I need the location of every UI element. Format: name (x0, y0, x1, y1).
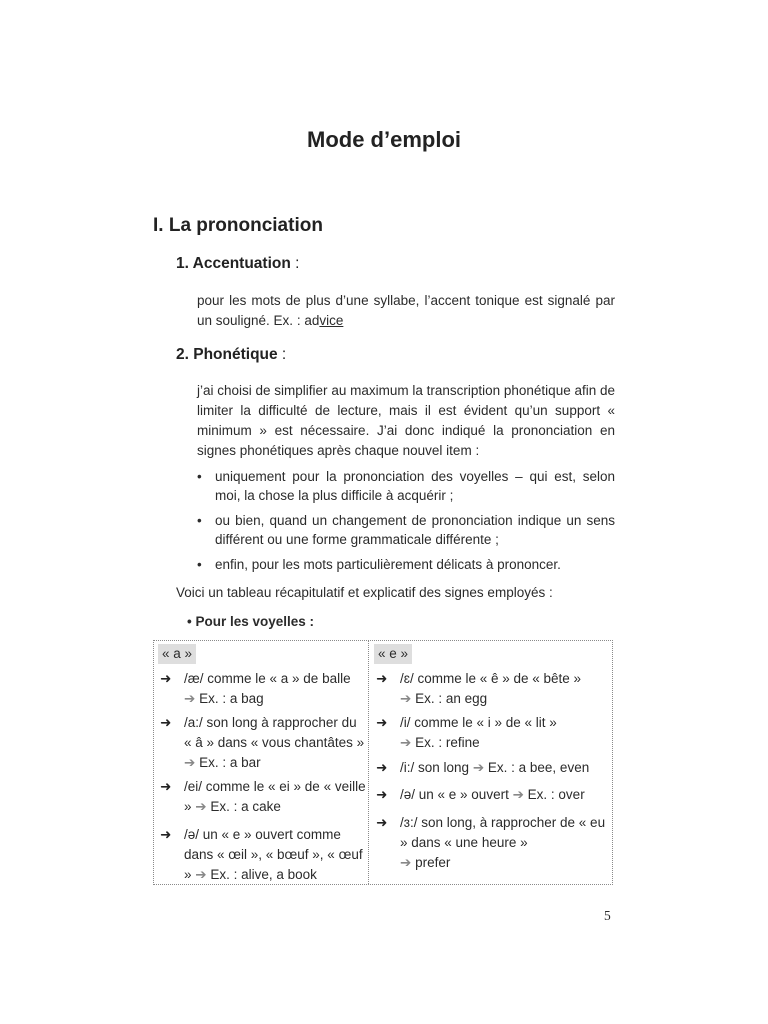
underlined-syllable: vice (319, 313, 344, 328)
table-entry (160, 777, 366, 817)
list-item-text: ou bien, quand un changement de prononciation indique un sens différent ou une forme grammaticale différente ; (215, 513, 615, 547)
subheading-phonetique-label: 2. Phonétique (176, 346, 278, 363)
list-item-text: enfin, pour les mots particulièrement délicats à prononcer. (215, 557, 561, 572)
entry-text-main: /i:/ son long (400, 760, 470, 775)
table-entry (376, 669, 610, 709)
subheading-phonetique-colon: : (277, 346, 287, 363)
table-entry (160, 825, 366, 885)
table-entry (160, 669, 366, 709)
entry-text (400, 785, 610, 805)
small-arrow-icon: ➔ (472, 760, 485, 775)
vowel-tag-e: « e » (374, 644, 412, 664)
entry-example (184, 689, 366, 709)
small-arrow-icon: ➔ (184, 755, 196, 770)
arrow-icon: ➜ (160, 715, 172, 730)
list-item (197, 511, 615, 549)
entry-text-main: /a:/ son long à rapprocher du « â » dans « vous chantâtes » (184, 715, 365, 750)
example-text: Ex. : refine (415, 735, 480, 750)
example-text: Ex. : over (527, 787, 585, 802)
summary-line: Voici un tableau récapitulatif et explicatif des signes employés : (176, 585, 553, 600)
column-divider (368, 641, 369, 884)
small-arrow-icon: ➔ (195, 867, 207, 882)
small-arrow-icon: ➔ (400, 735, 412, 750)
entry-text: /i/ comme le « i » de « lit » (400, 715, 557, 730)
table-entry (376, 713, 610, 753)
small-arrow-icon: ➔ (195, 799, 207, 814)
subheading-accentuation-label: 1. Accentuation (176, 255, 291, 272)
entry-text-main: /ə/ un « e » ouvert (400, 787, 509, 802)
entry-example (400, 853, 610, 873)
accentuation-text: pour les mots de plus d’une syllabe, l’accent tonique est signalé par un souligné. Ex. : ad (197, 293, 615, 328)
arrow-icon: ➜ (376, 671, 388, 686)
vowel-table (153, 640, 613, 885)
example-text: Ex. : an egg (415, 691, 488, 706)
small-arrow-icon: ➔ (512, 787, 524, 802)
bullet-icon: • (197, 469, 202, 484)
list-item-text: uniquement pour la prononciation des voyelles – qui est, selon moi, la chose la plus difficile à acquérir ; (215, 469, 615, 503)
table-entry (376, 813, 610, 873)
vowel-tag-a: « a » (158, 644, 196, 664)
arrow-icon: ➜ (376, 760, 388, 775)
example-text: Ex. : a cake (210, 799, 281, 814)
entry-example (400, 689, 610, 709)
entry-text (400, 758, 610, 778)
entry-text (184, 713, 366, 773)
example-text: Ex. : a bag (199, 691, 264, 706)
list-item (197, 555, 615, 574)
accentuation-paragraph (197, 291, 615, 331)
arrow-icon: ➜ (160, 779, 172, 794)
arrow-icon: ➜ (376, 787, 388, 802)
entry-text (184, 777, 366, 817)
small-arrow-icon: ➔ (184, 691, 196, 706)
example-text: Ex. : a bar (199, 755, 261, 770)
arrow-icon: ➜ (160, 827, 172, 842)
list-item (197, 467, 615, 505)
table-entry (376, 758, 610, 778)
arrow-icon: ➜ (376, 815, 388, 830)
bullet-list (197, 467, 615, 580)
entry-text-main: /ə/ un « e » ouvert comme dans « œil », « bœuf », « œuf » (184, 827, 363, 882)
bullet-icon: • (197, 513, 202, 528)
page-title: Mode d’emploi (307, 127, 461, 152)
entry-example (400, 733, 610, 753)
bullet-icon: • (197, 557, 202, 572)
arrow-icon: ➜ (376, 715, 388, 730)
page-number: 5 (604, 908, 611, 923)
example-text: Ex. : alive, a book (210, 867, 317, 882)
subheading-accentuation (176, 255, 299, 273)
section-heading-pronunciation: I. La prononciation (153, 215, 323, 236)
entry-text (184, 825, 366, 885)
entry-text: /æ/ comme le « a » de balle (184, 671, 351, 686)
example-text: prefer (415, 855, 451, 870)
subheading-phonetique (176, 346, 286, 364)
small-arrow-icon: ➔ (400, 855, 412, 870)
subheading-accentuation-colon: : (290, 255, 300, 272)
table-entry (376, 785, 610, 805)
entry-text-main: /ei/ comme le « ei » de « veille » (184, 779, 366, 814)
vowels-label: • Pour les voyelles : (187, 614, 315, 629)
arrow-icon: ➜ (160, 671, 172, 686)
small-arrow-icon: ➔ (400, 691, 412, 706)
entry-text: /ɜ:/ son long, à rapprocher de « eu » dans « une heure » (400, 815, 606, 850)
table-entry (160, 713, 366, 773)
phonetique-paragraph: j’ai choisi de simplifier au maximum la transcription phonétique afin de limiter la difficulté de lecture, mais il est évident qu’un support « minimum » est nécessaire. J’ai donc indiqué la prononciation en signes phonétiques après chaque nouvel item : (197, 383, 615, 458)
entry-text: /ɛ/ comme le « ê » de « bête » (400, 671, 582, 686)
example-text: Ex. : a bee, even (487, 760, 590, 775)
